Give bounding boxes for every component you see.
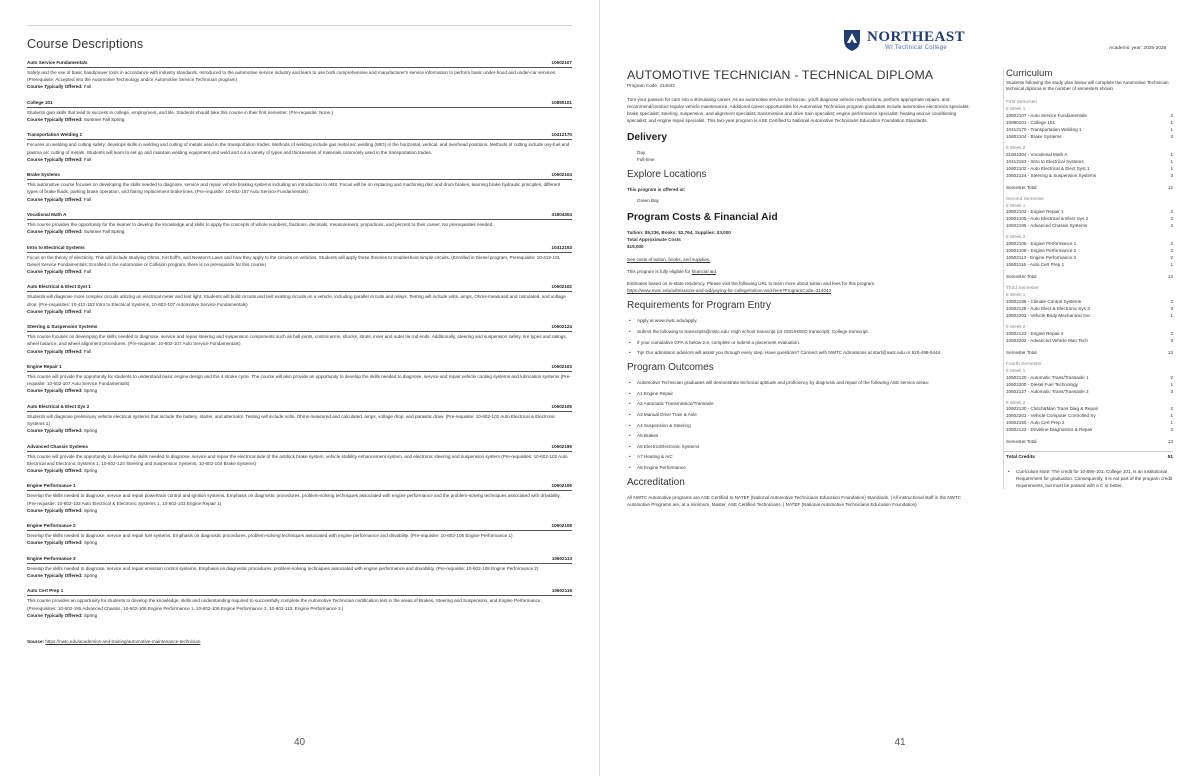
semester-title: Fourth Semester [1006,361,1042,367]
page-number: 40 [293,737,306,748]
curriculum-course-credits: 2 [1170,112,1173,118]
course-offered [27,156,572,163]
semester-total-label: Semester Total [1006,349,1037,355]
curriculum-course-credits: 1 [1170,119,1173,125]
curriculum-course-name: 10602104 - Brake Systems [1006,133,1062,139]
offered-label: Course Typically Offered: [27,308,83,314]
curriculum-course-credits: 1 [1170,420,1173,426]
course-title: Engine Performance 1 [27,483,76,489]
curriculum-course-row [1006,261,1173,268]
page-number: 41 [894,737,906,748]
academic-year: Academic year: 2025-2026 [1109,46,1167,51]
curriculum-course-row [1006,298,1173,305]
course-code: 10602107 [551,60,572,65]
offered-label: Course Typically Offered: [27,268,83,274]
curriculum-course-credits: 2 [1170,406,1173,412]
semester-total-value: 13 [1167,274,1173,280]
course-entry [27,60,572,90]
curriculum-course-row [1006,240,1173,247]
offered-label: Course Typically Offered: [27,612,83,618]
course-header [27,284,572,292]
curriculum-note: • Curriculum Note: The credit for 10-890-101, College 101, is an institutional Requirement for graduation. Consequently, it is not part of the program credit requirements, but must be passed with a C or better. [1006,468,1173,489]
requirement-item: • Submit the following to transcripts@nwtc.edu: High school transcript (or GED/HSED transcript). College transcript. [627,328,977,335]
curriculum-course-credits: 3 [1170,133,1173,139]
offered-label: Course Typically Offered: [27,117,83,122]
outcome-item: • Automotive Technician graduates will demonstrate technical aptitude and proficiency by diagnosis and repair of the following ASE service areas: [627,379,977,386]
course-offered [27,427,572,434]
course-title: Auto Electrical & Elect Syst 1 [27,284,91,290]
aid-line: This program is fully eligible for financial aid. [627,269,718,275]
semester-title: Second Semester [1006,196,1045,202]
curriculum-sidebar [1003,68,1173,489]
course-header [27,324,572,332]
offered-terms: Fall [83,308,92,314]
curriculum-course-row [1006,247,1173,254]
curriculum-course-row [1006,388,1173,395]
course-code: 10602116 [551,588,572,594]
locations-intro: This program is offered at: [627,187,686,193]
curriculum-course-name: 10602105 - Auto Electrical & Elect Sys 2 [1006,216,1089,222]
offered-terms: Spring [83,428,98,434]
curriculum-course-credits: 3 [1170,330,1173,336]
course-code: 10602105 [551,403,572,409]
course-description: This automotive course focuses on developing the skills needed to diagnose, service and repair vehicle braking systems including an introduction to ABS. Focus will be on replacing and machining disc and drum brakes, learning brake hydraulic principles, different types of brake fluids, parking brake operation, and flaring replacement brake lines. (Pre-requisite: 10-602-107 Auto Service Fundamentals) [27,182,561,195]
curriculum-course-row [1006,133,1173,140]
course-entry [27,523,572,546]
source-link[interactable]: https://nwtc.edu/academics-and-training/automotive-maintenance-technician [45,638,201,644]
course-offered [27,308,572,315]
tuition-url-link[interactable]: https://www.nwtc.edu/admissions-and-aid/paying-for-college/tuition-and-fees?ProgramCode=314042 [627,288,832,294]
curriculum-course-row [1006,119,1173,126]
delivery-heading: Delivery [627,132,668,144]
course-entry [27,132,572,162]
tuition-line: Tuition: $9,236, Books: $2,764, Supplies: $3,000 [627,230,731,236]
course-title: Auto Electrical & Elect Sys 2 [27,403,90,409]
offered-terms: Summer Fall Spring [83,117,125,122]
accreditation-text: All NWTC Automotive programs are ASE Certified to NATEF (National Automotive Technicians Education Foundation) Standards. | All instructional staff in the NWTC Automotive Programs are, at a minimum, Master, ASE Certified Technicians. | NATEF (National Automotive Technicians Education Foundation) [627,494,962,507]
course-offered [27,612,572,619]
course-code: 10602108 [551,523,572,529]
outcome-item: • A6 Electric/Electronic Systems [627,443,977,450]
offered-terms: Spring [83,612,98,618]
course-title: College 101 [27,99,53,105]
offered-label: Course Typically Offered: [27,196,83,202]
curriculum-course-credits: 3 [1170,172,1173,178]
course-header [27,100,572,108]
program-code: Program Code: 314042 [627,83,675,88]
offered-label: Course Typically Offered: [27,84,83,90]
week-label: 8 Week 2 [1006,234,1026,240]
curriculum-course-row [1006,330,1173,337]
course-header [27,483,572,491]
outcome-item: • A4 Suspension & Steering [627,422,977,429]
offered-terms: Fall [83,268,92,274]
course-title: Engine Performance 2 [27,523,76,529]
week-label: 8 Week 1 [1006,106,1026,111]
curriculum-course-name: 10602120 - Automatic Trans/Transaxle 1 [1006,374,1089,380]
semester-total-value: 12 [1167,184,1173,190]
course-code: 31804304 [551,211,572,217]
curriculum-course-credits: 3 [1170,337,1173,343]
course-code: 10890101 [551,99,572,105]
course-entry [27,324,572,354]
curriculum-course-credits: 2 [1170,241,1173,247]
curriculum-course-row [1006,381,1173,388]
course-offered [27,348,572,355]
course-title: Engine Repair 1 [27,363,62,369]
offered-terms: Fall [83,196,92,202]
curriculum-course-name: 10412170 - Transportation Welding 1 [1006,126,1082,132]
curriculum-course-row [1006,426,1173,433]
total-credits-value: 51 [1167,455,1173,461]
curriculum-course-name: 10602103 - Engine Repair 1 [1006,209,1064,215]
course-code: 10412153 [551,244,572,250]
offered-label: Course Typically Offered: [27,467,83,473]
course-entry [27,284,572,314]
curriculum-course-credits: 2 [1170,223,1173,229]
course-offered [27,387,572,394]
outcomes-heading: Program Outcomes [627,362,714,374]
semester-total-value: 13 [1167,439,1173,445]
curriculum-course-row [1006,165,1173,172]
curriculum-course-name: 10602130 - Clutch&Man Trans Diag & Repair [1006,406,1099,412]
locations-heading: Explore Locations [627,169,707,181]
course-title: Auto Service Fundamentals [27,60,88,65]
course-entry [27,588,572,618]
semester-total-label: Semester Total [1006,184,1037,190]
curriculum-course-row [1006,374,1173,381]
total-costs-value: $15,000 [627,244,644,250]
curriculum-course-name: 10602108 - Engine Performance 2 [1006,248,1077,254]
curriculum-course-row [1006,215,1173,222]
course-offered [27,539,572,546]
week-label: 8 Week 1 [1006,367,1026,373]
semester-title: Third Semester [1006,286,1039,292]
curriculum-course-credits: 1 [1170,165,1173,171]
course-description: Develop the skills needed to diagnose, service and repair emission control systems. Emphasis on diagnostic procedures, problem-solving techniques associated with engine performance and drivability. (Pre-requisite: 10-602-108 Engine Performance 2) [27,565,539,571]
offered-terms: Summer Fall Spring [83,229,125,235]
delivery-item: Full-time [637,157,655,163]
offered-label: Course Typically Offered: [27,507,83,513]
course-code: 10602102 [551,284,572,290]
week-label: 8 Week 1 [1006,292,1026,298]
requirement-item: • If your cumulative GPA is below 2.6, complete or submit a placement evaluation. [627,339,977,346]
semester-block [1004,197,1173,281]
course-header [27,556,572,564]
curriculum-course-credits: 3 [1170,298,1173,304]
program-main-column [627,68,977,508]
curriculum-course-row [1006,151,1173,158]
course-title: Intro to Electrical Systems [27,244,85,250]
page-title: Course Descriptions [27,37,144,51]
course-code: 10412170 [551,132,572,138]
curriculum-course-credits: 1 [1170,262,1173,268]
curriculum-course-name: 10602201 - Vehicle Computer Controlled Sy [1006,413,1096,419]
curriculum-course-name: 10602195 - Advanced Chassis Systems [1006,223,1088,229]
curriculum-course-credits: 3 [1170,388,1173,394]
curriculum-course-row [1006,412,1173,419]
course-description: Focuses on welding and cutting safety; develops skills in welding and cutting of metals used in the transportation trades. Methods of welding include gas metal arc welding (MIG) in the horizontal, vertical, and overhead positions. Methods of cutting include oxy-fuel and plasma arc cutting of metals. Students will learn to set up and maintain welding equipment and weld and cut a variety of types and thicknesses of materials commonly used in the transportation trades. [27,142,570,155]
course-entry [27,404,572,434]
program-intro: Turn your passion for cars into a stimulating career. As an automotive service technician, you'll diagnose vehicle malfunctions, perform appropriate repairs, and recommend/conduct regular vehicle maintenance. Additional career opportunities for Automotive Technician program graduates include automotive electronics specialist; brake specialist; steering, suspension, and alignment specialist; transmission and drive train specialist; engine performance specialist; heating and air conditioning specialist; and engine repair specialist. This two-year program is ASE Certified to National Automotive Technicians Education Foundation Standards. [627,97,970,124]
curriculum-course-name: 10602124 - Steering & Suspension Systems [1006,172,1097,178]
course-header [27,364,572,372]
source-line [27,639,572,644]
curriculum-course-credits: 1 [1170,413,1173,419]
curriculum-course-name: 10602128 - Auto Elect & Electronic Sys 3 [1006,305,1090,311]
curriculum-course-name: 10602102 - Auto Electrical & Elect Syst 1 [1006,165,1090,171]
offered-label: Course Typically Offered: [27,229,83,235]
total-credits-row [1004,451,1173,460]
curriculum-course-name: 10602203 - Vehicle Body Mechanical Svc [1006,312,1091,318]
outcome-item: • A5 Brakes [627,432,977,439]
outcome-item: • A8 Engine Performance [627,464,977,471]
location-item: Green Bay [637,198,659,204]
course-description: This course will provide the opportunity for students to understand basic engine design and the 4 stroke cycle. The course will also provide an opportunity to develop the skills needed to diagnose, service and repair vehicle cooling systems and lubrication systems (Pre-requisite: 10-602-107 Auto Service Fundamentals) [27,373,571,387]
curriculum-course-row [1006,126,1173,133]
course-entry [27,245,572,275]
financial-aid-link[interactable]: financial aid [691,269,716,275]
course-title: Brake Systems [27,172,60,178]
course-header [27,172,572,180]
course-code: 10602195 [551,443,572,449]
offered-label: Course Typically Offered: [27,540,83,546]
course-description: This course will provide the opportunity to develop the skills needed to diagnose, service and repair the electrical side of the antilock brake system, vehicle stability enhancement system, and electronic steering and suspension system (Pre-requisites: 10-602-102 Auto Electrical and Electronic Systems 1, 10-602-124 Steering and Suspension Systems, 10-602-104 Brake Systems) [27,453,568,466]
curriculum-course-credits: 2 [1170,427,1173,433]
offered-label: Course Typically Offered: [27,156,83,162]
curriculum-course-name: 10602122 - Driveline Diagnostics & Repair [1006,427,1093,433]
semester-list [1004,100,1173,445]
course-header [27,60,572,68]
source-label: Source: [27,638,45,644]
costs-link[interactable]: See costs of tuition, books, and supplies. [627,257,711,263]
accreditation-heading: Accreditation [627,476,685,488]
curriculum-course-row [1006,305,1173,312]
costs-heading: Program Costs & Financial Aid [627,212,778,224]
curriculum-course-name: 10602106 - Engine Performance 1 [1006,241,1077,247]
curriculum-course-credits: 1 [1170,312,1173,318]
curriculum-course-credits: 1 [1170,151,1173,157]
course-header [27,444,572,452]
course-offered [27,116,572,123]
curriculum-course-credits: 2 [1170,248,1173,254]
course-title: Transportation Welding 1 [27,132,83,138]
course-entry [27,444,572,474]
course-entry [27,364,572,394]
requirements-heading: Requirements for Program Entry [627,300,771,312]
curriculum-course-credits: 2 [1170,209,1173,215]
week-label: 8 Week 2 [1006,323,1026,329]
curriculum-course-credits: 1 [1170,158,1173,164]
course-header [27,588,572,596]
offered-terms: Spring [83,507,98,513]
course-offered [27,83,572,90]
right-page [600,0,1200,776]
course-description: Develop the skills needed to diagnose, service and repair fuel systems. Emphasis on diagnostic procedures, problem-solving techniques associated with engine performance and drivability. (Pre-requisite: 10-602-106 Engine Performance 1) [27,533,513,539]
curriculum-course-row [1006,112,1173,119]
course-description: Students gain skills that lead to success in college, employment, and life. Students should take this course in their first semester. (Pre-requisite: None.) [27,109,333,115]
course-title: Vocational Math A [27,211,67,217]
course-offered [27,467,572,474]
course-code: 10602104 [551,172,572,178]
curriculum-course-credits: 2 [1170,374,1173,380]
logo-subtitle: WI Technical College [885,44,948,51]
outcome-item: • A1 Engine Repair [627,390,977,397]
outcome-item: • A3 Manual Drive Train & Axle [627,411,977,418]
course-code: 10602106 [551,483,572,489]
curriculum-heading: Curriculum [1006,68,1053,79]
course-header [27,404,572,412]
offered-terms: Spring [83,467,98,473]
curriculum-course-row [1006,419,1173,426]
curriculum-course-row [1006,158,1173,165]
week-label: 8 Week 2 [1006,144,1026,150]
course-offered [27,196,572,203]
curriculum-course-name: 10602202 - Advanced Vehicle Man Tech [1006,337,1088,343]
semester-title: First Semester [1006,100,1038,105]
curriculum-course-credits: 1 [1170,381,1173,387]
semester-total-row [1006,349,1173,356]
course-code: 10602113 [551,555,572,561]
course-description: This course provides an opportunity for students to develop the knowledge, skills and understanding required to successfully complete the Automotive Technician certification test in the areas of Brakes, Steering and Suspension, and Engine Performance. (Prerequisites: 10-602-195 Advanced Chassis, 10-602-106 Engine Performance 1, 10-602-108 Engine Performance 2, 10-602-113, Engine Performance 3 ) [27,598,542,611]
week-label: 8 Week 2 [1006,399,1026,405]
course-offered [27,572,572,579]
course-entry [27,483,572,513]
semester-total-label: Semester Total [1006,274,1037,280]
semester-total-label: Semester Total [1006,439,1037,445]
requirement-item: • Apply at www.nwtc.edu/apply. [627,317,977,324]
curriculum-course-name: 10412153 - Intro to Electrical Systems [1006,158,1084,164]
course-offered [27,228,572,235]
outcome-item: • A7 Heating & A/C [627,453,977,460]
total-credits-label: Total Credits [1006,455,1035,461]
course-header [27,132,572,140]
curriculum-course-credits: 2 [1170,255,1173,261]
curriculum-course-name: 10602123 - Engine Repair 2 [1006,330,1064,336]
course-description: Safety and the use of basic hand/power tools in accordance with industry standards. Introduced to the automotive service industry and learn to use both comprehensive and manufacturer's service information to perform basic under-hood and under-car services. (Prerequisite: Accepted into the Automotive Technology and/or Automotive Service Technician program) [27,70,557,83]
course-description: Develop the skills needed to diagnose, service and repair powertrain control and ignition systems. Emphasis on diagnostic procedures, problem-solving techniques associated with engine performance and the problem-solving techniques associated with drivability. (Pre-requisite: 10-602-102 Auto Electrical & Electronic Systems 1, 10-602-103 Engine Repair 1) [27,493,561,506]
course-entry [27,212,572,235]
curriculum-course-name: 10602196 - Climate Control Systems [1006,298,1082,304]
estimate-text: Estimates based on in-state residency. Please visit the following URL to learn more about tuition and fees for this program. [627,281,876,287]
semester-total-row [1006,184,1173,191]
top-rule [27,25,572,26]
offered-terms: Fall [83,348,92,354]
curriculum-course-row [1006,172,1173,179]
curriculum-course-row [1006,405,1173,412]
semester-block [1004,286,1173,356]
curriculum-intro: Students following the study plan below will complete the Automotive Technician technical diploma in the number of semesters shown. [1006,80,1169,91]
semester-total-row [1006,273,1173,280]
course-description: Students will diagnose preliminary vehicle electrical systems that include the battery, starter, and alternator. Testing will include volts, Ohms-measured and calculated, amps, voltage drop, and parasitic draw. (Pre-requisite: 10-602-102 Auto Electrical & Electronic Systems 1) [27,413,556,426]
curriculum-course-name: 10602107 - Auto Service Fundamentals [1006,112,1087,118]
left-page-content [27,25,572,644]
logo-name: NORTHEAST [867,28,966,45]
offered-terms: Fall [83,156,92,162]
delivery-item: Day [637,150,646,156]
program-title: AUTOMOTIVE TECHNICIAN - TECHNICAL DIPLOMA [627,68,934,82]
requirement-item: • Tip! Our admission advisors will assist you through every step. Have questions? Connect with NWTC Admissions at start@nwtc.edu or 920-498-5444. [627,349,977,356]
course-list [27,60,572,619]
week-label: 8 Week 1 [1006,202,1026,208]
offered-terms: Fall [83,84,92,90]
curriculum-course-name: 10890101 - College 101 [1006,119,1056,125]
curriculum-course-row [1006,208,1173,215]
college-logo [843,28,965,52]
curriculum-course-name: 10602200 - Diesel Fuel Technology [1006,381,1078,387]
curriculum-course-row [1006,254,1173,261]
outcomes-list [627,379,977,471]
offered-terms: Spring [83,388,98,394]
course-description: This course focuses on developing the skills needed to diagnose, service and repair steering and suspension components such as ball joints, control arms, shocks, struts, inner and outer tie rod ends. Additionally, steering and suspension safety, tire types and ratings, wheel balance, and wheel alignment procedures. (Pre-requisite: 10-602-107 Auto Service Fundamentals) [27,334,567,347]
course-title: Advanced Chassis Systems [27,443,89,449]
course-description: This course provides the opportunity for the learner to develop the knowledge and skills to apply the concepts of whole numbers, fractions, decimals, measurement, proportions, and percent to their career. No prerequisites needed. [27,221,494,227]
semester-block [1004,100,1173,191]
curriculum-course-credits: 2 [1170,216,1173,222]
offered-label: Course Typically Offered: [27,348,83,354]
course-description: Students will diagnose more complex circuits utilizing an electrical meter and test light. Students will build circuits and test existing circuits on a vehicle, including parallel circuits and relays. Testing will include volts, amps, Ohms-measured and calculated, and voltage drop. (Pre-requisites: 10-412-153 Intro to Electrical Systems, 10-602-107 Automotive Service Fundamentals) [27,294,566,307]
curriculum-course-row [1006,222,1173,229]
course-offered [27,507,572,514]
curriculum-course-name: 31804304 - Vocational Math A [1006,151,1068,157]
curriculum-course-credits: 3 [1170,305,1173,311]
course-description: Focus on the theory of electricity. This will include studying Ohms, Kirchoff's, and Newton's Laws and how they apply to the circuits on vehicles. Students will apply these theories to troubleshoot simple circuits. (Enrolled in Diesel program, Prerequisite: 10-412-101 Diesel Service Fundamentals; Enrolled in the Automotive or Collision program, there is no prerequisite for this course) [27,254,561,267]
curriculum-course-name: 10602127 - Automatic Trans/Transaxle 2 [1006,388,1089,394]
course-title: Steering & Suspension Systems [27,324,98,330]
curriculum-course-name: 10602113 - Engine Performance 3 [1006,255,1076,261]
offered-terms: Spring [83,540,98,546]
curriculum-course-row [1006,312,1173,319]
curriculum-course-name: 10602116 - Auto Cert Prep 1 [1006,262,1065,268]
course-header [27,523,572,531]
course-code: 10602124 [551,324,572,330]
course-entry [27,100,572,123]
course-entry [27,172,572,202]
total-costs-label: Total Approximate Costs [627,237,681,243]
course-header [27,212,572,220]
offered-label: Course Typically Offered: [27,572,83,578]
curriculum-course-name: 10602150 - Auto Cert Prep 2 [1006,420,1065,426]
outcome-item: • A2 Automatic Transmission/Transaxle [627,400,977,407]
course-offered [27,268,572,275]
course-header [27,245,572,253]
offered-label: Course Typically Offered: [27,428,83,434]
shield-logo-icon [843,28,861,52]
curriculum-course-row [1006,337,1173,344]
course-code: 10602103 [551,363,572,369]
semester-total-value: 13 [1167,349,1173,355]
aid-text: This program is fully eligible for [627,269,691,275]
semester-total-row [1006,438,1173,445]
semester-block [1004,362,1173,446]
course-title: Auto Cert Prep 1 [27,588,64,594]
course-entry [27,556,572,579]
course-title: Engine Performance 3 [27,555,76,561]
curriculum-course-credits: 1 [1170,126,1173,132]
offered-label: Course Typically Offered: [27,388,83,394]
offered-terms: Spring [83,572,98,578]
requirements-list [627,317,977,356]
